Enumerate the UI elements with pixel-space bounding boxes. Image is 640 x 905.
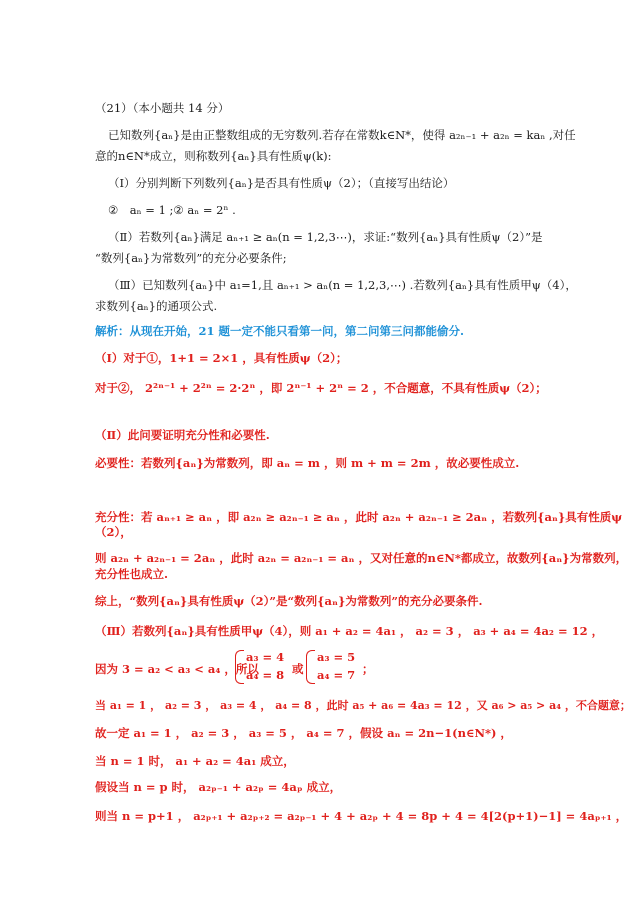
system-brace-2 (306, 650, 315, 684)
solution-part-3-line-5: 当 n = 1 时， a₁ + a₂ = 4a₁ 成立， (95, 754, 295, 768)
solution-sufficiency-line-4: 充分性也成立. (95, 567, 169, 581)
part-3-question-line-1: （Ⅲ）已知数列{aₙ}中 a₁=1,且 aₙ₊₁ > aₙ(n = 1,2,3,⋯) .若数列{aₙ}具有性质甲ψ（4）， (108, 278, 577, 292)
solution-part-3-line-1: （Ⅲ）若数列{aₙ}具有性质甲ψ（4），则 a₁ + a₂ = 4a₁ ， a₂ = 3 ， a₃ + a₄ = 4a₂ = 12 ， (95, 624, 604, 638)
problem-heading: （21）（本小题共 14 分） (95, 101, 230, 115)
solution-necessity: 必要性：若数列{aₙ}为常数列，即 aₙ = m ，则 m + m = 2m ，故必要性成立. (95, 456, 520, 470)
solution-part-3-line-7: 则当 n = p+1 ， a₂ₚ₊₁ + a₂ₚ₊₂ = a₂ₚ₋₁ + 4 + a₂ₚ + 4 = 8p + 4 = 4[2(p+1)−1] = 4aₚ₊₁ ， (95, 809, 628, 823)
solution-part-3-line-4: 故一定 a₁ = 1 ， a₂ = 3 ， a₃ = 5 ， a₄ = 7 ，假设 aₙ = 2n−1(n∈N*) ， (95, 726, 512, 740)
solution-sufficiency-line-2: （2）， (95, 525, 132, 539)
part-1-sequences: ② aₙ = 1 ;② aₙ = 2ⁿ . (108, 203, 236, 217)
solution-part-3-line-3: 当 a₁ = 1 ， a₂ = 3 ， a₃ = 4 ， a₄ = 8 ，此时 a₅ + a₆ = 4a₃ = 12 ，又 a₆ > a₅ > a₄ ，不合题意； (95, 699, 631, 712)
solution-part-1-line-1: （Ⅰ）对于①，1+1 = 2×1 ，具有性质ψ（2）； (95, 351, 348, 365)
system-2-bottom: a₄ = 7 (317, 668, 356, 682)
part-2-question-line-1: （Ⅱ）若数列{aₙ}满足 aₙ₊₁ ≥ aₙ(n = 1,2,3⋯)，求证:“数列{aₙ}具有性质ψ（2）”是 (108, 230, 543, 244)
part-1-question: （Ⅰ）分别判断下列数列{aₙ}是否具有性质ψ（2）；（直接写出结论） (108, 176, 455, 190)
analysis-note: 解析：从现在开始，21 题一定不能只看第一问，第二问第三问都能偷分. (95, 324, 465, 338)
solution-part-3-line-6: 假设当 n = p 时， a₂ₚ₋₁ + a₂ₚ = 4aₚ 成立， (95, 780, 342, 794)
system-1-bottom: a₄ = 8 (246, 668, 285, 682)
part-2-question-line-2: “数列{aₙ}为常数列”的充分必要条件; (95, 251, 287, 265)
system-brace-1 (235, 650, 244, 684)
solution-part-2-intro: （Ⅱ）此问要证明充分性和必要性. (95, 428, 270, 442)
problem-intro-line-2: 意的n∈N*成立，则称数列{aₙ}具有性质ψ(k): (95, 149, 332, 163)
cases-end: ； (362, 662, 374, 676)
solution-sufficiency-line-1: 充分性：若 aₙ₊₁ ≥ aₙ ，即 a₂ₙ ≥ a₂ₙ₋₁ ≥ aₙ ，此时 a₂ₙ + a₂ₙ₋₁ ≥ 2aₙ ，若数列{aₙ}具有性质ψ (95, 510, 623, 524)
system-2-top: a₃ = 5 (317, 650, 356, 664)
part-3-question-line-2: 求数列{aₙ}的通项公式. (95, 299, 218, 313)
solution-part-2-conclusion: 综上，“数列{aₙ}具有性质ψ（2）”是“数列{aₙ}为常数列”的充分必要条件. (95, 594, 483, 608)
cases-premise: 因为 3 = a₂ < a₃ < a₄ ，所以 (95, 662, 259, 676)
cases-or: 或 (292, 662, 304, 676)
solution-part-1-line-2: 对于②， 2²ⁿ⁻¹ + 2²ⁿ = 2·2ⁿ ，即 2ⁿ⁻¹ + 2ⁿ = 2 ，不合题意，不具有性质ψ（2）； (95, 381, 547, 395)
problem-intro-line-1: 已知数列{aₙ}是由正整数组成的无穷数列.若存在常数k∈N*，使得 a₂ₙ₋₁ + a₂ₙ = kaₙ ,对任 (108, 128, 576, 142)
system-1-top: a₃ = 4 (246, 650, 285, 664)
solution-sufficiency-line-3: 则 a₂ₙ + a₂ₙ₋₁ = 2aₙ ，此时 a₂ₙ = a₂ₙ₋₁ = aₙ ，又对任意的n∈N*都成立，故数列{aₙ}为常数列， (95, 551, 628, 565)
